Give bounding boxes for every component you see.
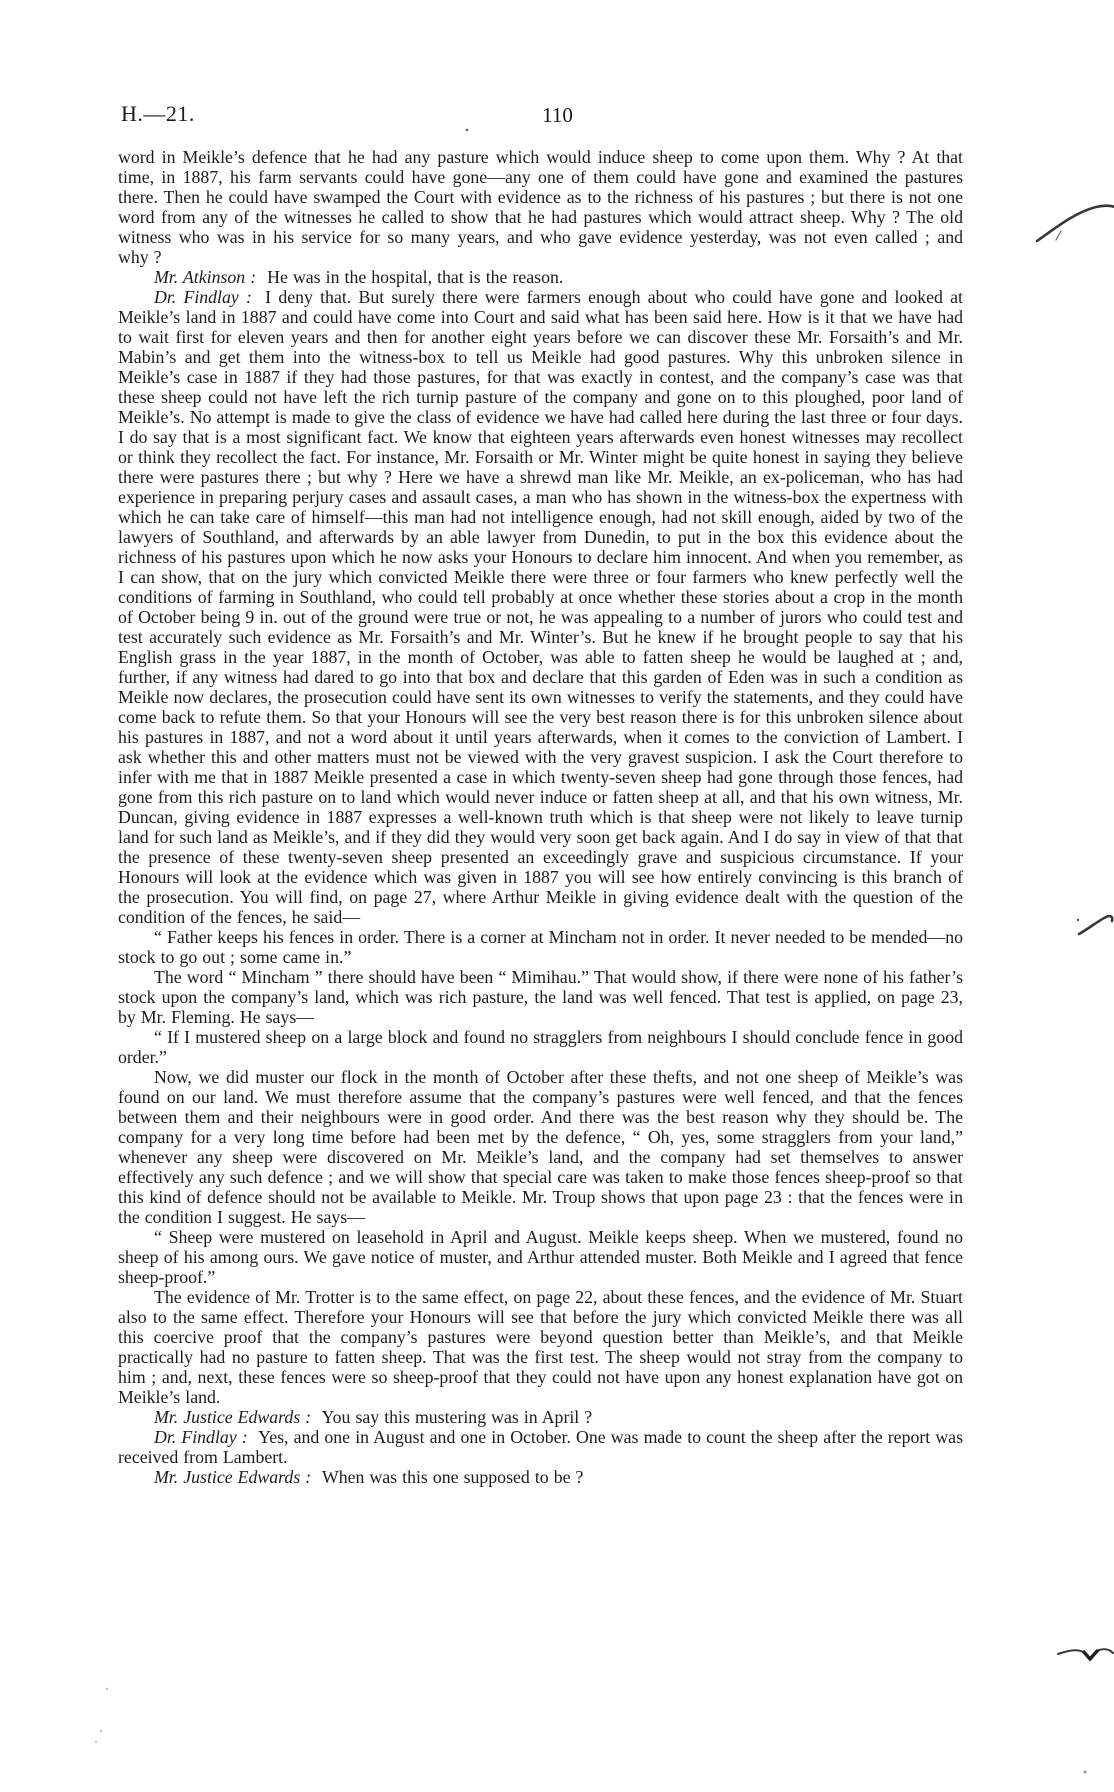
pencil-check-center-stroke	[1084, 1651, 1097, 1659]
report-code: H.—21.	[121, 101, 195, 126]
paragraph	[118, 1287, 963, 1407]
paragraph	[118, 1467, 963, 1487]
paragraph-text: He was in the hospital, that is the reason.	[267, 267, 564, 287]
paragraph	[118, 1407, 963, 1427]
paragraph	[118, 1067, 963, 1227]
paragraph	[118, 1427, 963, 1467]
paragraph-text: Now, we did muster our flock in the month of October after these thefts, and not one sheep of Meikle’s was found on our land. We must therefore assume that the company’s pastures were well fenced, and that the fences between them and their neighbours were in good order. And there was the best reason why they should be. The company for a very long time before had been met by the defence, “ Oh, yes, some stragglers from your land,” whenever any sheep were discovered on Mr. Meikle’s land, and the company had set themselves to answer effectively any such defence ; and we will show that special care was taken to make those fences sheep-proof so that this kind of defence should not be available to Meikle. Mr. Troup shows that upon page 23 : that the fences were in the condition I suggest. He says—	[118, 1067, 963, 1227]
paragraph	[118, 147, 963, 267]
scan-speck	[95, 1741, 97, 1743]
paragraph-text: “ If I mustered sheep on a large block and found no stragglers from neighbours I should conclude fence in good order.”	[118, 1027, 963, 1067]
pencil-curve-top-right-tick	[1056, 231, 1061, 240]
speaker-name: Dr. Findlay :	[154, 1427, 248, 1447]
scan-speck	[1084, 1771, 1087, 1774]
pencil-squiggle-mid-right-mark	[1079, 916, 1112, 934]
scan-speck	[100, 1730, 102, 1732]
paragraph-text: “ Father keeps his fences in order. There is a corner at Mincham not in order. It never needed to be mended—no stock to go out ; some came in.”	[118, 927, 963, 967]
paragraph-quote	[118, 1027, 963, 1067]
paragraph-quote	[118, 927, 963, 967]
document-body	[118, 147, 963, 1487]
speaker-name: Dr. Findlay :	[154, 287, 252, 307]
paragraph-text: Yes, and one in August and one in October. One was made to count the sheep after the report was received from Lambert.	[118, 1427, 963, 1467]
pencil-dot	[1077, 919, 1079, 921]
scan-speck	[106, 1688, 108, 1690]
paragraph-text: “ Sheep were mustered on leasehold in April and August. Meikle keeps sheep. When we mustered, found no sheep of his among ours. We gave notice of muster, and Arthur attended muster. Both Meikle and I agreed that fence sheep-proof.”	[118, 1227, 963, 1287]
page-number: 110	[542, 103, 573, 127]
paragraph	[118, 287, 963, 927]
speaker-name: Mr. Justice Edwards :	[154, 1407, 312, 1427]
paragraph-text: You say this mustering was in April ?	[321, 1407, 593, 1427]
speaker-name: Mr. Atkinson :	[154, 267, 257, 287]
scan-speck	[466, 129, 469, 132]
paragraph	[118, 967, 963, 1027]
paragraph-text: The evidence of Mr. Trotter is to the same effect, on page 22, about these fences, and the evidence of Mr. Stuart also to the same effect. Therefore your Honours will see that before the jury which convicted Meikle there was all this coercive proof that the company’s pastures were beyond question better than Meikle’s, and that Meikle practically had no pasture to fatten sheep. That was the first test. The sheep would not stray from the company to him ; and, next, these fences were so sheep-proof that they could not have upon any honest explanation have got on Meikle’s land.	[118, 1287, 963, 1407]
paragraph-text: When was this one supposed to be ?	[321, 1467, 584, 1487]
paragraph-text: The word “ Mincham ” there should have been “ Mimihau.” That would show, if there were none of his father’s stock upon the company’s land, which was rich pasture, the land was well fenced. That test is applied, on page 23, by Mr. Fleming. He says—	[118, 967, 963, 1027]
paragraph	[118, 267, 963, 287]
paragraph-text: I deny that. But surely there were farmers enough about who could have gone and looked at Meikle’s land in 1887 and could have come into Court and said what has been said here. How is it that we have had to wait first for eleven years and then for another eight years before we can discover these Mr. Forsaith’s and Mr. Mabin’s and get them into the witness-box to tell us Meikle had good pastures. Why this unbroken silence in Meikle’s case in 1887 if they had those pastures, for that was exactly in contest, and the company’s case was that these sheep could not have left the rich turnip pasture of the company and gone on to this ploughed, poor land of Meikle’s. No attempt is made to give the class of evidence we have had called here during the last three or four days. I do say that is a most significant fact. We know that eighteen years afterwards even honest witnesses may recollect or think they recollect the fact. For instance, Mr. Forsaith or Mr. Winter might be quite honest in saying they believe there were pastures there ; but why ? Here we have a shrewd man like Mr. Meikle, an ex-policeman, who has had experience in preparing perjury cases and assault cases, a man who has shown in the witness-box the expertness with which he can take care of himself—this man had not intelligence enough, had not skill enough, aided by two of the lawyers of Southland, and afterwards by an able lawyer from Dunedin, to put in the box this evidence about the richness of his pastures upon which he now asks your Honours to declare him innocent. And when you remember, as I can show, that on the jury which convicted Meikle there were three or four farmers who knew perfectly well the conditions of farming in Southland, who could tell probably at once whether these stories about a crop in the month of October being 9 in. out of the ground were true or not, he was appealing to a number of jurors who could test and test accurately such evidence as Mr. Forsaith’s and Mr. Winter’s. But he knew if he brought people to say that his English grass in the year 1887, in the month of October, was able to fatten sheep he would be laughed at ; and, further, if any witness had dared to go into that box and declare that this garden of Eden was in such a condition as Meikle now declares, the prosecution could have sent its own witnesses to verify the statements, and they could have come back to refute them. So that your Honours will see the very best reason there is for this unbroken silence about his pastures in 1887, and not a word about it until years afterwards, when it comes to the conviction of Lambert. I ask whether this and other matters must not be viewed with the very gravest suspicion. I ask the Court therefore to infer with me that in 1887 Meikle presented a case in which twenty-seven sheep had gone through those fences, had gone from this rich pasture on to land which would never induce or fatten sheep at all, and that his own witness, Mr. Duncan, giving evidence in 1887 expresses a well-known truth which is that sheep were not likely to leave turnip land for such land as Meikle’s, and if they did they would very soon get back again. And I do say in view of that that the presence of these twenty-seven sheep presented an exceedingly grave and suspicious circumstance. If your Honours will look at the evidence which was given in 1887 you will see how entirely convincing is this branch of the prosecution. You will find, on page 27, where Arthur Meikle in giving evidence dealt with the question of the condition of the fences, he said—	[118, 287, 963, 927]
pencil-curve-top-right-mark	[1037, 206, 1114, 241]
speaker-name: Mr. Justice Edwards :	[154, 1467, 312, 1487]
paragraph-quote	[118, 1227, 963, 1287]
pencil-check-bottom-right-mark	[1058, 1649, 1113, 1659]
paragraph-text: word in Meikle’s defence that he had any pasture which would induce sheep to come upon them. Why ? At that time, in 1887, his farm servants could have gone—any one of them could have gone and examined the pastures there. Then he could have swamped the Court with evidence as to the richness of his pastures ; but there is not one word from any of the witnesses he called to show that he had pastures which would attract sheep. Why ? The old witness who was in his service for so many years, and who gave evidence yesterday, was not even called ; and why ?	[118, 147, 963, 267]
